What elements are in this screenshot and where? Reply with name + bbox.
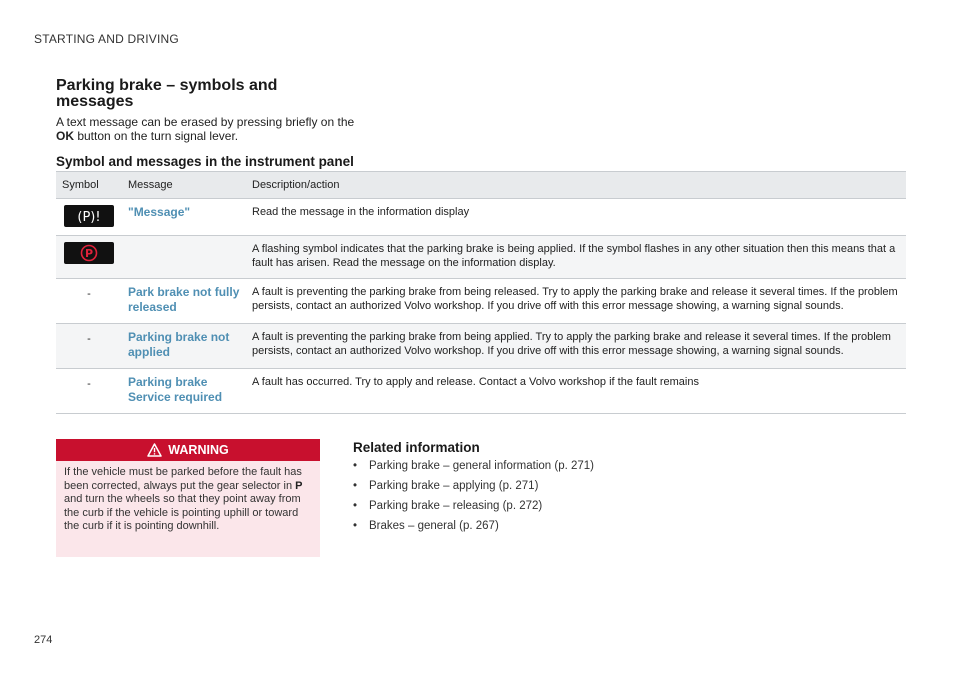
- symbol-dash: -: [87, 288, 91, 300]
- page-title-line2: messages: [56, 93, 134, 110]
- header-symbol: Symbol: [56, 172, 122, 199]
- bullet-icon: •: [353, 520, 358, 532]
- related-list: [353, 459, 753, 533]
- bullet-icon: •: [353, 460, 358, 472]
- description-cell: A flashing symbol indicates that the parking brake is being applied. If the symbol flashes in any other situation then this means that a fault has arisen. Read the message on the information display.: [246, 236, 906, 279]
- page-number: 274: [34, 634, 53, 646]
- description-cell: A fault is preventing the parking brake from being released. Try to apply the parking brake and release it several times. If the problem persists, contact an authorized Volvo workshop. If you drive off with this error message showing, a warning signal sounds.: [246, 279, 906, 324]
- list-item[interactable]: [353, 499, 753, 513]
- message-text: Park brake not fully released: [128, 285, 240, 314]
- description-cell: A fault is preventing the parking brake from being applied. Try to apply the parking brake and release it several times. If the problem persists, contact an authorized Volvo workshop. If you drive off with this error message showing, a warning signal sounds.: [246, 324, 906, 369]
- warning-gear-p: P: [295, 479, 303, 492]
- warning-box: [56, 439, 320, 557]
- related-link[interactable]: Parking brake – general information (p. 271): [369, 460, 595, 472]
- description-cell: Read the message in the information display: [246, 199, 906, 236]
- table-row: [56, 199, 906, 236]
- list-item[interactable]: [353, 519, 753, 533]
- table-row: [56, 236, 906, 279]
- message-text: Parking brake Service required: [128, 375, 223, 404]
- parking-brake-red-glyph: P: [84, 247, 94, 260]
- warning-title: WARNING: [168, 443, 229, 457]
- message-text: "Message": [128, 205, 191, 219]
- bullet-icon: •: [353, 500, 358, 512]
- intro-text: [56, 115, 356, 143]
- symbol-dash: -: [87, 333, 91, 345]
- symbol-cell: [56, 369, 122, 414]
- parking-brake-warning-icon: [64, 205, 114, 227]
- header-description: Description/action: [246, 172, 906, 199]
- page-title-line1: Parking brake – symbols and: [56, 77, 278, 94]
- symbol-message-table: [56, 171, 906, 414]
- list-item[interactable]: [353, 459, 753, 473]
- parking-brake-red-icon: [64, 242, 114, 264]
- warning-text-part2: and turn the wheels so that they point away from the curb if the vehicle is pointing uphill or toward the curb if it is pointing downhill.: [64, 493, 301, 532]
- list-item[interactable]: [353, 479, 753, 493]
- warning-text: [56, 461, 320, 534]
- description-cell: A fault has occurred. Try to apply and release. Contact a Volvo workshop if the fault remains: [246, 369, 906, 414]
- bullet-icon: •: [353, 480, 358, 492]
- message-cell: [122, 236, 246, 279]
- related-information: [353, 440, 753, 539]
- message-text: Parking brake not applied: [128, 330, 230, 359]
- header-message: Message: [122, 172, 246, 199]
- symbol-dash: -: [87, 378, 91, 390]
- related-title: Related information: [353, 440, 480, 455]
- table-title: Symbol and messages in the instrument panel: [56, 154, 354, 169]
- warning-text-part1: If the vehicle must be parked before the fault has been corrected, always put the gear selector in: [64, 466, 302, 492]
- symbol-cell: [56, 236, 122, 279]
- page-header-section: STARTING AND DRIVING: [34, 32, 179, 46]
- message-cell: [122, 369, 246, 414]
- symbol-cell: [56, 324, 122, 369]
- intro-part1: A text message can be erased by pressing briefly on the: [56, 115, 355, 129]
- intro-ok-label: OK: [56, 129, 74, 143]
- related-link[interactable]: Brakes – general (p. 267): [369, 520, 499, 532]
- parking-brake-warning-glyph: (P)!: [77, 210, 101, 225]
- related-link[interactable]: Parking brake – releasing (p. 272): [369, 500, 543, 512]
- warning-triangle-icon: [147, 443, 162, 457]
- table-row: [56, 369, 906, 414]
- table-row: [56, 324, 906, 369]
- message-cell: [122, 324, 246, 369]
- page-title: [56, 78, 277, 110]
- related-link[interactable]: Parking brake – applying (p. 271): [369, 480, 539, 492]
- message-cell: [122, 279, 246, 324]
- warning-header: [56, 439, 320, 461]
- intro-part2: button on the turn signal lever.: [74, 129, 239, 143]
- table-header-row: [56, 172, 906, 199]
- symbol-cell: [56, 279, 122, 324]
- symbol-cell: [56, 199, 122, 236]
- table-row: [56, 279, 906, 324]
- message-cell: [122, 199, 246, 236]
